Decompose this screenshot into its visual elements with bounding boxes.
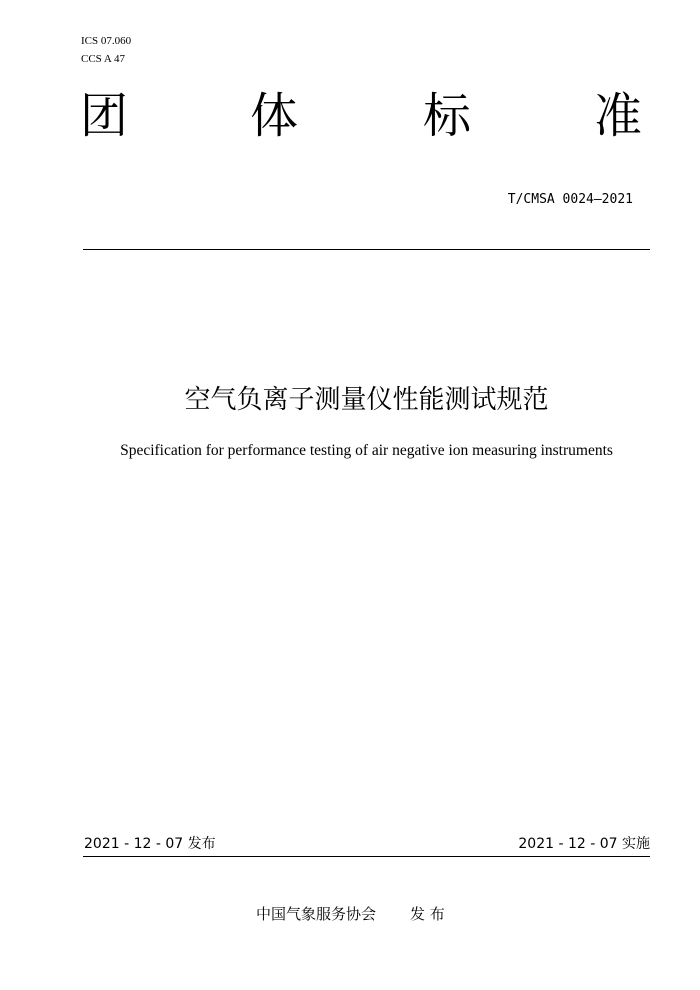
standard-type-char: 团 [79, 88, 128, 144]
ics-code: ICS 07.060 [81, 35, 132, 47]
standard-number: T/CMSA 0024—2021 [507, 192, 633, 207]
standard-type-char: 准 [593, 88, 642, 144]
ccs-code: CCS A 47 [81, 53, 126, 65]
standard-type-char: 标 [422, 88, 471, 144]
header-divider [83, 249, 650, 250]
publisher-action: 发 布 [410, 905, 445, 923]
effective-date: 2021 - 12 - 07 实施 [518, 836, 650, 852]
document-title-english: Specification for performance testing of air negative ion measuring instruments [120, 442, 613, 459]
footer-divider [83, 856, 650, 857]
standard-type-char: 体 [249, 88, 298, 144]
document-title-chinese: 空气负离子测量仪性能测试规范 [184, 385, 549, 415]
publisher-line [256, 903, 445, 925]
publish-date: 2021 - 12 - 07 发布 [84, 836, 216, 852]
publisher-name: 中国气象服务协会 [256, 905, 377, 923]
